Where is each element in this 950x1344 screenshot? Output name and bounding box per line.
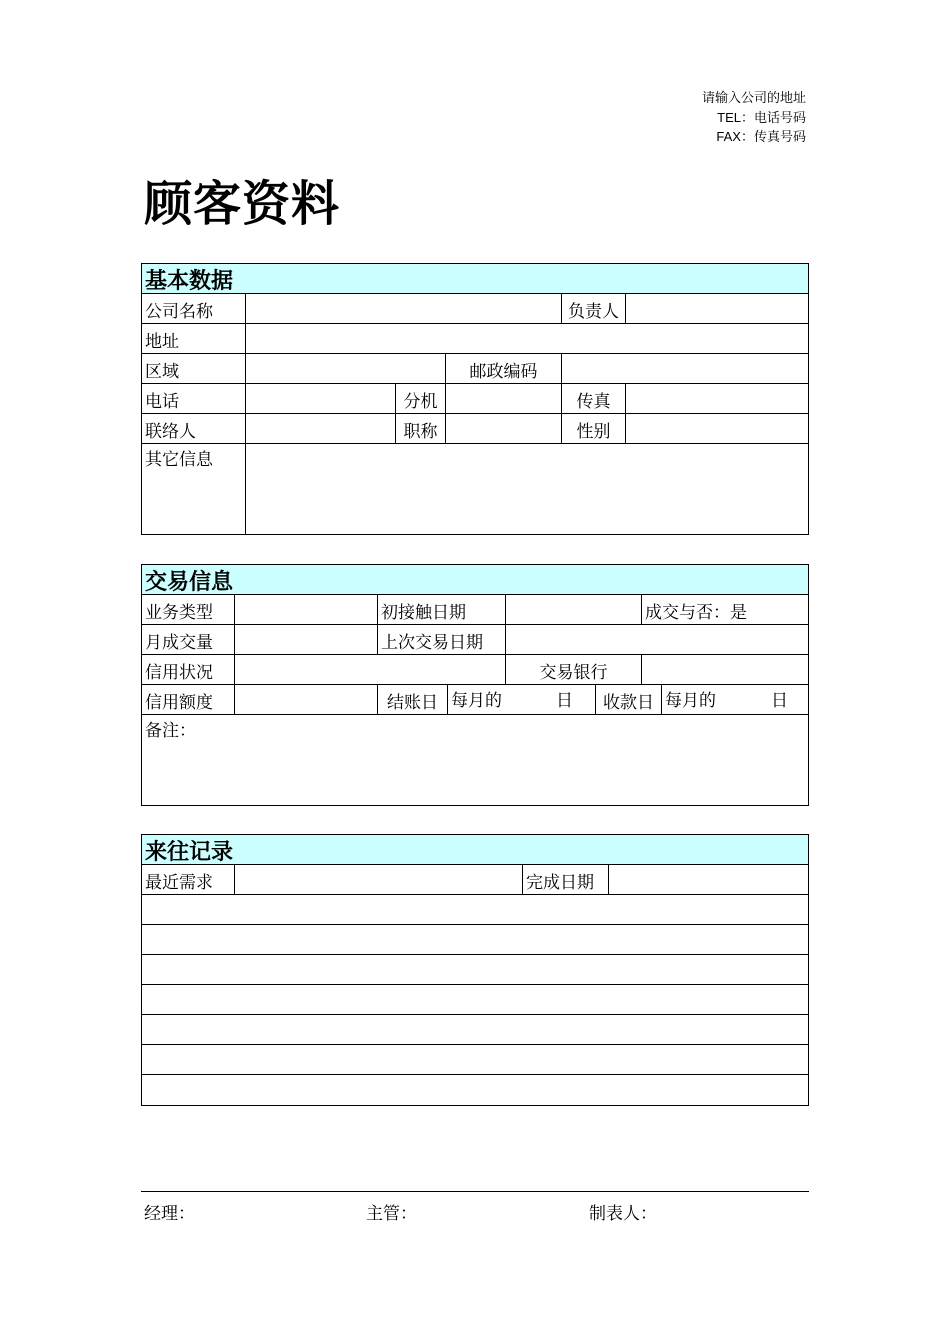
postal-code-label: 邮政编码 — [446, 354, 562, 383]
records-heading: 来往记录 — [145, 839, 234, 865]
company-fax — [716, 127, 806, 147]
business-type-label: 业务类型 — [142, 595, 235, 624]
collection-day-field[interactable] — [662, 685, 808, 714]
completion-date-field[interactable] — [609, 865, 808, 894]
completion-date-label: 完成日期 — [523, 865, 609, 894]
recent-needs-row — [142, 865, 808, 895]
last-trade-date-label: 上次交易日期 — [378, 625, 506, 654]
record-row[interactable] — [142, 1015, 808, 1045]
collection-monthly-prefix: 每月的 — [665, 691, 716, 711]
monthly-volume-field[interactable] — [235, 625, 378, 654]
company-row — [142, 294, 808, 324]
company-name-label: 公司名称 — [142, 294, 246, 323]
other-info-row — [142, 444, 808, 534]
basic-data-section — [141, 263, 809, 535]
fax-value: ：传真号码 — [740, 130, 806, 145]
contact-field[interactable] — [246, 414, 396, 443]
collection-day-suffix: 日 — [771, 691, 788, 711]
supervisor-signature: 主管： — [366, 1204, 417, 1224]
settlement-day-field[interactable] — [448, 685, 596, 714]
monthly-volume-row — [142, 625, 808, 655]
postal-code-field[interactable] — [562, 354, 808, 383]
monthly-volume-label: 月成交量 — [142, 625, 235, 654]
fax-label-cell: 传真 — [562, 384, 626, 413]
region-label: 区域 — [142, 354, 246, 383]
tel-label: TEL — [717, 110, 741, 125]
settlement-monthly-prefix: 每月的 — [451, 691, 502, 711]
basic-data-heading: 基本数据 — [145, 268, 234, 294]
business-type-field[interactable] — [235, 595, 378, 624]
trade-bank-label: 交易银行 — [506, 655, 642, 684]
manager-signature: 经理： — [144, 1204, 195, 1224]
page-title: 顾客资料 — [144, 176, 341, 232]
person-in-charge-field[interactable] — [626, 294, 808, 323]
recent-needs-field[interactable] — [235, 865, 523, 894]
credit-limit-label: 信用额度 — [142, 685, 235, 714]
trade-bank-field[interactable] — [642, 655, 808, 684]
credit-limit-row — [142, 685, 808, 715]
region-field[interactable] — [246, 354, 446, 383]
address-row — [142, 324, 808, 354]
phone-row — [142, 384, 808, 414]
settlement-day-label: 结账日 — [378, 685, 448, 714]
phone-label: 电话 — [142, 384, 246, 413]
company-name-field[interactable] — [246, 294, 562, 323]
record-row[interactable] — [142, 1045, 808, 1075]
person-in-charge-label: 负责人 — [562, 294, 626, 323]
fax-label: FAX — [716, 129, 741, 144]
gender-field[interactable] — [626, 414, 808, 443]
records-header — [142, 835, 808, 865]
collection-day-label: 收款日 — [596, 685, 662, 714]
footer-divider — [141, 1191, 809, 1192]
contact-label: 联络人 — [142, 414, 246, 443]
remarks-field[interactable]: 备注： — [145, 721, 196, 741]
trade-info-heading: 交易信息 — [145, 569, 234, 595]
record-row[interactable] — [142, 1075, 808, 1105]
fax-field[interactable] — [626, 384, 808, 413]
record-row[interactable] — [142, 985, 808, 1015]
credit-limit-field[interactable] — [235, 685, 378, 714]
recent-needs-label: 最近需求 — [142, 865, 235, 894]
remarks-row — [142, 715, 808, 805]
address-field[interactable] — [246, 324, 808, 353]
basic-data-header — [142, 264, 808, 294]
credit-status-row — [142, 655, 808, 685]
region-row — [142, 354, 808, 384]
trade-info-section — [141, 564, 809, 806]
records-section — [141, 834, 809, 1106]
last-trade-date-field[interactable] — [506, 625, 808, 654]
company-address: 请输入公司的地址 — [701, 91, 806, 106]
extension-label: 分机 — [396, 384, 446, 413]
job-title-label: 职称 — [396, 414, 446, 443]
preparer-signature: 制表人： — [589, 1204, 657, 1224]
credit-status-field[interactable] — [235, 655, 506, 684]
job-title-field[interactable] — [446, 414, 562, 443]
address-label: 地址 — [142, 324, 246, 353]
record-row[interactable] — [142, 955, 808, 985]
company-tel — [717, 108, 806, 128]
first-contact-date-label: 初接触日期 — [378, 595, 506, 624]
business-type-row — [142, 595, 808, 625]
other-info-label: 其它信息 — [142, 444, 246, 534]
gender-label: 性别 — [562, 414, 626, 443]
settlement-day-suffix: 日 — [556, 691, 573, 711]
deal-status[interactable]: 成交与否：是 — [645, 603, 747, 623]
other-info-field[interactable] — [246, 444, 808, 534]
first-contact-date-field[interactable] — [506, 595, 642, 624]
trade-info-header — [142, 565, 808, 595]
record-row[interactable] — [142, 895, 808, 925]
credit-status-label: 信用状况 — [142, 655, 235, 684]
contact-row — [142, 414, 808, 444]
phone-field[interactable] — [246, 384, 396, 413]
tel-value: ：电话号码 — [740, 111, 806, 126]
extension-field[interactable] — [446, 384, 562, 413]
record-row[interactable] — [142, 925, 808, 955]
